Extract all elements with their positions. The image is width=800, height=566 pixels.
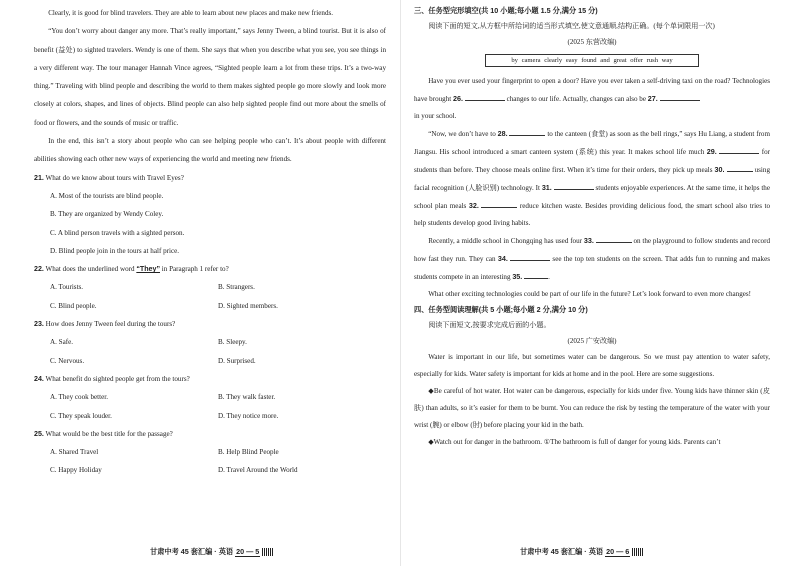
option: B. Help Blind People (218, 448, 279, 457)
answer-blank[interactable] (660, 93, 700, 101)
question-text: What do we know about tours with Travel Eyes? (45, 173, 184, 182)
question-number: 23. (34, 320, 44, 329)
footer-label: 甘肃中考 45 套汇编 · 英语 (520, 547, 604, 556)
blank-number: 30. (714, 165, 725, 174)
word-bank-item: easy (565, 57, 578, 64)
cloze-paragraph (414, 125, 770, 232)
passage-paragraph: In the end, this isn’t a story about people who can see helping people who can’t. It’s about people with different abilities showing each other new ways of experiencing the world and meeting new friends. (34, 137, 386, 164)
blank-number: 33. (583, 236, 594, 245)
option: D. They notice more. (218, 411, 279, 420)
blank-number: 34. (497, 254, 508, 263)
footer-label: 甘肃中考 45 套汇编 · 英语 (150, 547, 234, 556)
option: D. Blind people join in the tours at half price. (50, 246, 180, 255)
right-page (400, 0, 800, 566)
question-text: in Paragraph 1 refer to? (160, 265, 229, 274)
cloze-text: using facial recognition (人脸识别) technology. It (414, 166, 771, 192)
cloze-text: Recently, a middle school in Chongqing has used four (428, 237, 584, 245)
section-title: 三、任务型完形填空(共 10 小题;每小题 1.5 分,满分 15 分) (414, 6, 598, 15)
cloze-text: in your school. (414, 112, 457, 120)
option: B. They are organized by Wendy Coley. (50, 210, 164, 219)
answer-blank[interactable] (510, 253, 550, 261)
passage-paragraph: “You don’t worry about danger any more. That’s really important,” says Jenny Tween, a blind tourist. But it is also of benefit (益处) to sighted travelers. Wendy is one of them. She says that when you describe what you see, you see things in a very different way. The tour manager Hannah Vince agrees, “Sighted people learn a lot from these trips. It’s a two-way thing.” Traveling with blind people and describing the world to them makes sighted people go more slowly and look more closely at colors, shapes, and lines of objects. Blind people can also help sighted people find out more about the smells of food or flowers, and the sounds of music or traffic. (34, 27, 386, 127)
blank-number: 32. (468, 201, 479, 210)
question-text: What would be the best title for the passage? (45, 429, 173, 438)
section-instruction: 阅读下面的短文,从方框中所给词的适当形式填空,使文意通顺,结构正确。(每个单词限用一次) (428, 22, 715, 30)
question-23 (34, 315, 386, 370)
barcode-icon (632, 548, 644, 556)
option: B. Strangers. (218, 283, 255, 292)
cloze-text: changes to our life. Actually, changes can also be (504, 95, 648, 103)
cloze-text: students enjoyable experiences. At the same time, it helps the school plan meals (414, 184, 770, 210)
source-note: (2025 广安改编) (567, 337, 617, 345)
question-text: What does the underlined word (45, 265, 137, 274)
source-note: (2025 东营改编) (567, 38, 617, 46)
question-text: What benefit do sighted people get from the tours? (45, 374, 190, 383)
cloze-text: “Now, we don’t have to (428, 130, 498, 138)
question-22 (34, 260, 386, 315)
answer-blank[interactable] (719, 146, 759, 154)
option: D. Travel Around the World (218, 466, 298, 475)
page-number: 20 — 5 (236, 547, 260, 556)
word-bank-item: way (661, 57, 673, 64)
option: C. A blind person travels with a sighted person. (50, 228, 185, 237)
cloze-text: Have you ever used your fingerprint to open a door? Have you ever taken a self-driving taxi on the road? Technologies have brought (414, 77, 770, 103)
cloze-paragraph: Recently, a middle school in Chongqing has used four 33. on the playground to follow students and record how fast they run. They can 34. see the top ten students on the screen. That adds fun to running and makes students compete in an interesting 35. . (414, 236, 770, 281)
cloze-text: on the playground to follow students and record how fast they run. They can (414, 237, 770, 263)
answer-blank[interactable] (596, 235, 632, 243)
option: C. Happy Holiday (50, 466, 102, 475)
answer-blank[interactable] (554, 182, 594, 190)
cloze-text: see the top ten students on the screen. That adds fun to running and makes students compete in an interesting (414, 255, 770, 281)
word-bank-item: camera (521, 57, 541, 64)
passage-paragraph: ◆Be careful of hot water. Hot water can be dangerous, especially for kids under five. Young kids have thinner skin (皮肤) than adults, so it’s easier for them to be burnt. You can reduce the risk by testing the temperature of the water with your wrist (腕) or elbow (肘) before placing your kid in the bath. (414, 387, 770, 429)
word-bank (485, 54, 699, 67)
answer-blank[interactable] (509, 128, 545, 136)
option: C. They speak louder. (50, 411, 112, 420)
option: A. Shared Travel (50, 448, 99, 457)
page-footer (150, 547, 274, 557)
answer-blank[interactable] (524, 271, 548, 279)
cloze-paragraph (414, 73, 770, 108)
word-bank-item: and (600, 57, 610, 64)
passage-paragraph: Clearly, it is good for blind travelers. They are able to learn about new places and make new friends. (48, 9, 334, 17)
section-title: 四、任务型阅读理解(共 5 小题;每小题 2 分,满分 10 分) (414, 305, 588, 314)
word-bank-item: found (581, 57, 597, 64)
answer-blank[interactable] (727, 164, 753, 172)
blank-number: 27. (647, 94, 658, 103)
answer-blank[interactable] (481, 200, 517, 208)
passage-paragraph: Water is important in our life, but sometimes water can be dangerous. So we must pay attention to water safety, especially for kids. Water safety is important for kids at home and in the pool. Here are some suggestions. (414, 353, 770, 378)
cloze-paragraph: What other exciting technologies could be part of our life in the future? Let’s look forward to even more changes! (428, 290, 752, 298)
question-number: 22. (34, 265, 44, 274)
question-25 (34, 425, 386, 480)
page-number: 20 — 6 (606, 547, 630, 556)
word-bank-item: great (613, 57, 627, 64)
word-bank-item: offer (630, 57, 643, 64)
question-number: 21. (34, 173, 44, 182)
option: D. Sighted members. (218, 301, 278, 310)
underlined-word: “They” (136, 265, 160, 274)
option: B. They walk faster. (218, 393, 276, 402)
option: A. They cook better. (50, 393, 108, 402)
section-instruction: 阅读下面短文,按要求完成后面的小题。 (428, 321, 551, 329)
blank-number: 31. (541, 183, 552, 192)
page-footer (520, 547, 644, 557)
blank-number: 28. (497, 129, 508, 138)
blank-number: 35. (512, 272, 523, 281)
word-bank-item: clearly (544, 57, 563, 64)
question-number: 24. (34, 374, 44, 383)
question-number: 25. (34, 429, 44, 438)
question-24 (34, 370, 386, 425)
option: B. Sleepy. (218, 338, 247, 347)
option: A. Safe. (50, 338, 74, 347)
option: C. Blind people. (50, 301, 97, 310)
passage-paragraph: ◆Watch out for danger in the bathroom. ①The bathroom is full of danger for young kids. Parents can’t (428, 438, 721, 446)
cloze-text: to the canteen (食堂) as soon as the bell rings,” says Hu Liang, a student from Jiangsu. His school introduced a smart canteen system (系统) this year. It makes school life much (414, 130, 770, 156)
answer-blank[interactable] (465, 93, 505, 101)
option: D. Surprised. (218, 356, 256, 365)
option: A. Tourists. (50, 283, 84, 292)
cloze-text: reduce kitchen waste. Besides providing delicious food, the smart school also tries to help students develop good living habits. (414, 202, 770, 227)
blank-number: 29. (706, 147, 717, 156)
question-21 (34, 169, 386, 260)
word-bank-item: rush (646, 57, 659, 64)
option: C. Nervous. (50, 356, 85, 365)
blank-number: 26. (453, 94, 464, 103)
word-bank-item: by (511, 57, 518, 64)
option: A. Most of the tourists are blind people. (50, 191, 164, 200)
barcode-icon (262, 548, 274, 556)
question-text: How does Jenny Tween feel during the tours? (45, 320, 176, 329)
cloze-text: for students than before. They choose meals online first. When it’s time for their orders, they pick up meals (414, 148, 771, 174)
